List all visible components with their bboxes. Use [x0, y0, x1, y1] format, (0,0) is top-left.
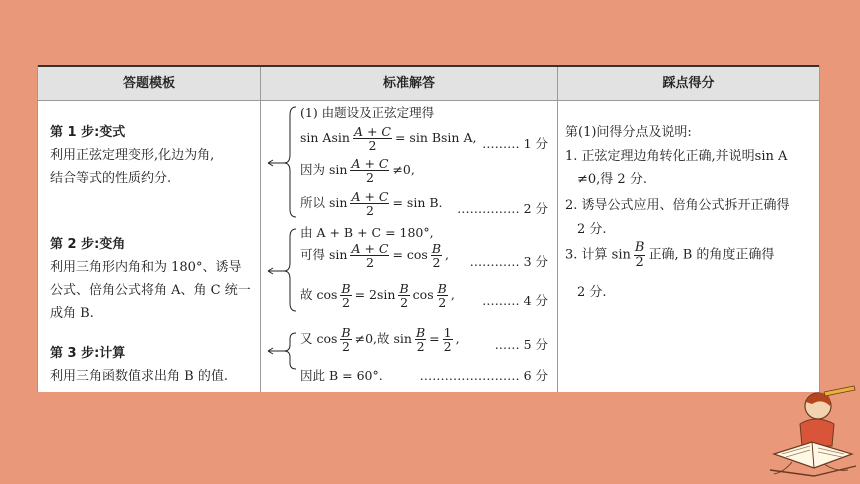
- score-mark: ……… 4 分: [482, 293, 548, 308]
- solution-line: (1) 由题设及正弦定理得: [300, 105, 435, 120]
- scoring-line: ≠0,得 2 分.: [577, 172, 647, 187]
- step-text: 成角 B.: [50, 306, 94, 321]
- solution-line: sin Asin $\frac{A + C}{2}$ = sin Bsin A,: [300, 124, 477, 154]
- score-mark: …………… 2 分: [457, 201, 548, 216]
- score-mark: ………… 3 分: [469, 254, 548, 269]
- step-text: 利用三角形内角和为 180°、诱导: [50, 260, 242, 275]
- step-2: [50, 233, 251, 325]
- solution-line: 因为 sin $\frac{A + C}{2}$ ≠0,: [300, 156, 415, 186]
- step-title: 第 3 步:计算: [50, 346, 126, 361]
- column-divider: [260, 67, 261, 392]
- step-1: [50, 121, 214, 190]
- solution-line: 因此 B = 60°.: [300, 368, 383, 383]
- scoring-line: 1. 正弦定理边角转化正确,并说明sin A: [565, 149, 788, 164]
- header-scoring: 踩点得分: [662, 76, 715, 91]
- solution-line: 所以 sin $\frac{A + C}{2}$ = sin B.: [300, 189, 443, 219]
- table-header-row: [38, 67, 819, 101]
- scoring-line: 2 分.: [577, 222, 607, 237]
- student-reading-illustration: [762, 384, 858, 484]
- solution-line: 由 A + B + C = 180°,: [300, 225, 434, 240]
- scoring-line: 3. 计算 sin $\frac{B}{2}$ 正确, B 的角度正确得: [565, 240, 775, 270]
- step-text: 结合等式的性质约分.: [50, 171, 172, 186]
- step-text: 利用正弦定理变形,化边为角,: [50, 148, 215, 163]
- solution-line: 故 cos $\frac{B}{2}$ = 2sin $\frac{B}{2}$ cos $\frac{B}{2}$ ,: [300, 281, 455, 311]
- step-text: 利用三角函数值求出角 B 的值.: [50, 369, 228, 384]
- column-divider: [557, 67, 558, 392]
- scoring-line: 2 分.: [577, 285, 607, 300]
- header-template: 答题模板: [122, 76, 175, 91]
- step-title: 第 2 步:变角: [50, 237, 126, 252]
- scoring-line: 2. 诱导公式应用、倍角公式拆开正确得: [565, 198, 790, 213]
- solution-column: [266, 101, 556, 392]
- score-mark: …… 5 分: [494, 337, 548, 352]
- score-mark: ……… 1 分: [482, 136, 548, 151]
- answer-table: [37, 65, 820, 392]
- solution-line: 又 cos $\frac{B}{2}$ ≠0,故 sin $\frac{B}{2}$ = $\frac{1}{2}$ ,: [300, 325, 460, 355]
- step-3: [50, 342, 228, 388]
- step-text: 公式、倍角公式将角 A、角 C 统一: [50, 283, 251, 298]
- header-solution: 标准解答: [382, 76, 435, 91]
- step-title: 第 1 步:变式: [50, 125, 126, 140]
- score-mark: …………………… 6 分: [419, 368, 548, 383]
- scoring-line: 第(1)问得分点及说明:: [565, 125, 692, 140]
- solution-line: 可得 sin $\frac{A + C}{2}$ = cos $\frac{B}{2}$ ,: [300, 241, 450, 271]
